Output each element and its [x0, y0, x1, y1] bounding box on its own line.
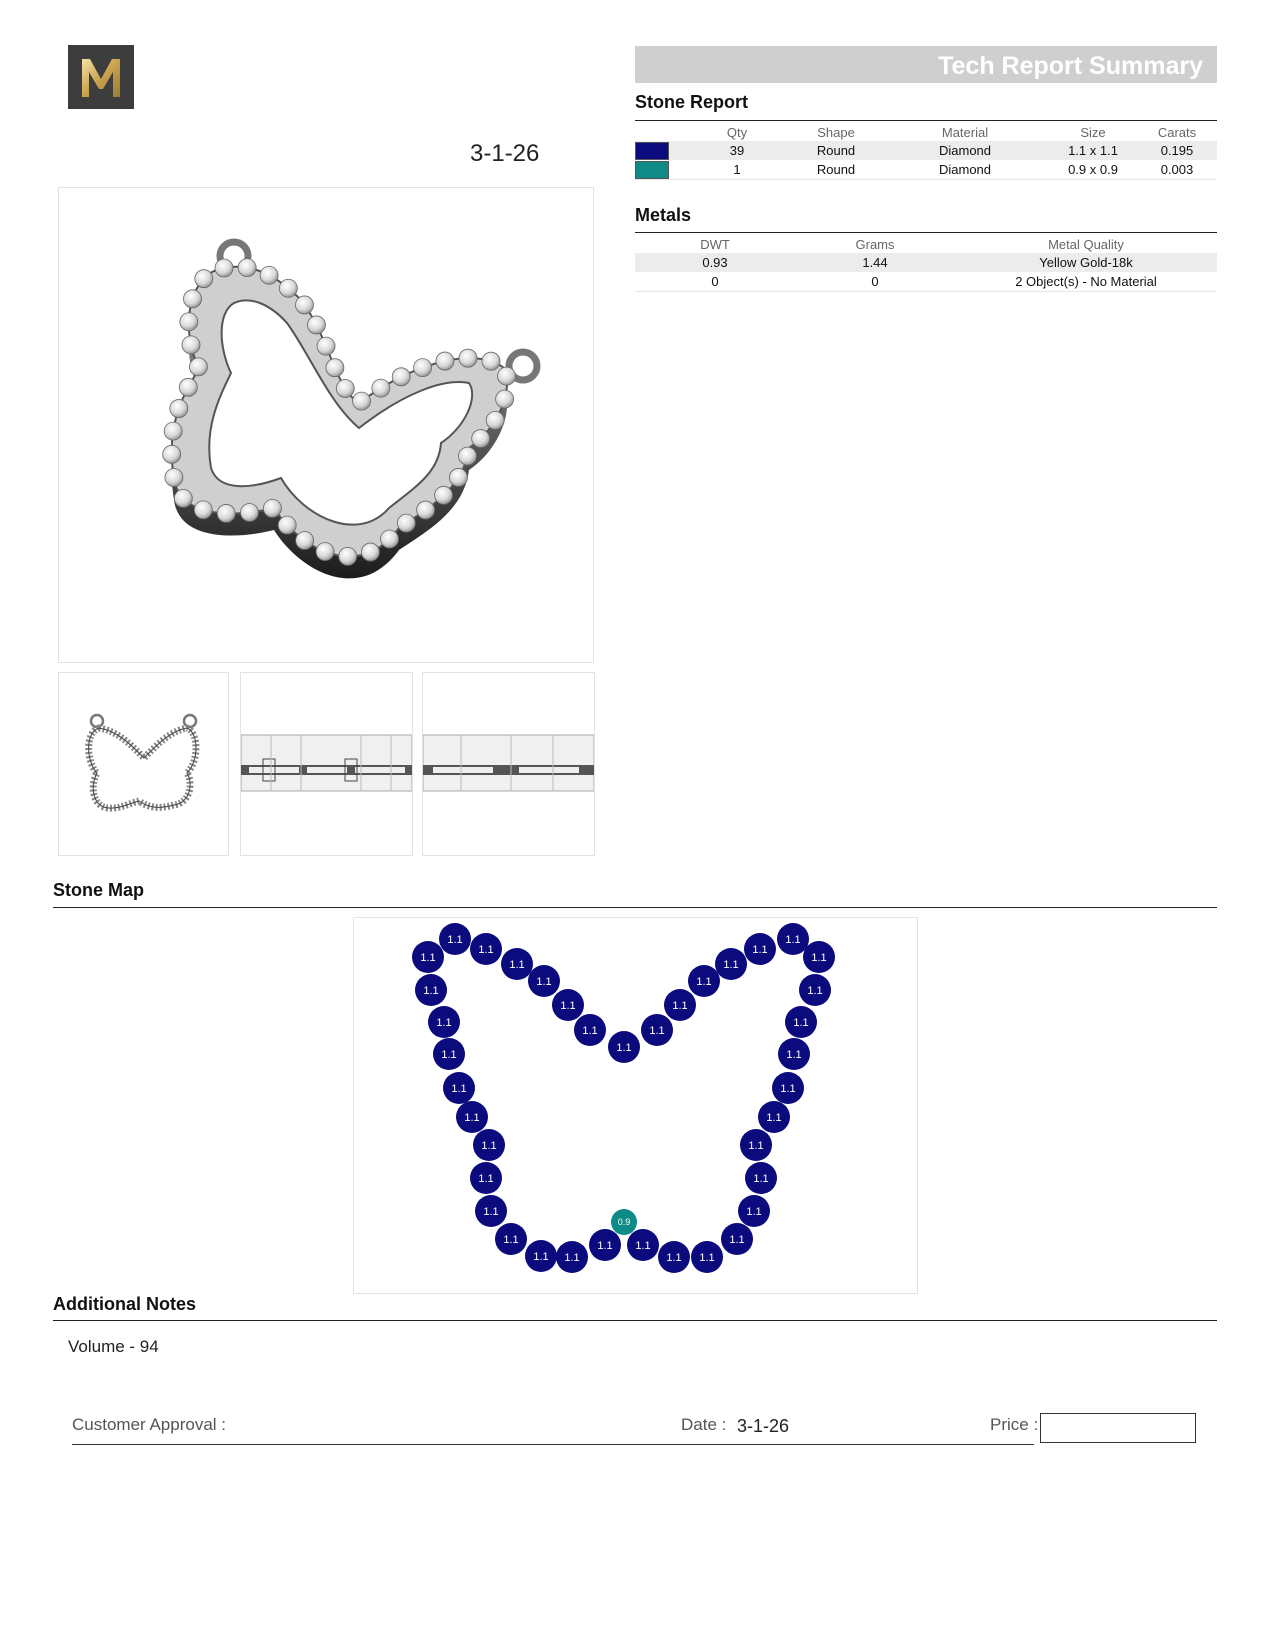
- stone-map-title: Stone Map: [53, 880, 145, 900]
- stone-size-label: 1.1: [423, 985, 439, 997]
- dwt-cell: 0: [635, 272, 795, 292]
- stone-marker: [745, 1162, 777, 1194]
- stone-size-label: 1.1: [785, 934, 801, 946]
- stone-marker: [799, 974, 831, 1006]
- col-metal-quality: Metal Quality: [1048, 236, 1124, 252]
- stone-size-label: 1.1: [509, 959, 525, 971]
- butterfly-render-image: [59, 188, 593, 662]
- stone-marker: [777, 923, 809, 955]
- stone-size-label: 1.1: [483, 1206, 499, 1218]
- col-carats: Carats: [1157, 124, 1197, 140]
- stone-size-label: 1.1: [481, 1140, 497, 1152]
- stone-size-label: 1.1: [696, 976, 712, 988]
- stone-size-label: 1.1: [753, 1173, 769, 1185]
- price-label: Price :: [990, 1415, 1039, 1434]
- table-header-row: [635, 123, 1217, 141]
- stone-size-label: 1.1: [746, 1206, 762, 1218]
- stone-marker: [744, 933, 776, 965]
- dwt-cell: 0.93: [635, 253, 795, 272]
- qty-cell: 1: [683, 160, 791, 180]
- stone-size-label: 1.1: [503, 1234, 519, 1246]
- metals-table: [635, 235, 1217, 292]
- stone-marker: [556, 1241, 588, 1273]
- stone-size-label: 1.1: [752, 944, 768, 956]
- stone-marker: [608, 1031, 640, 1063]
- stone-marker: [525, 1240, 557, 1272]
- center-stone-marker: [611, 1209, 637, 1235]
- stone-marker: [415, 974, 447, 1006]
- stone-marker: [501, 948, 533, 980]
- carats-cell: 0.003: [1137, 160, 1217, 180]
- stone-marker: [412, 941, 444, 973]
- stone-size-label: 1.1: [699, 1252, 715, 1264]
- stone-marker: [641, 1014, 673, 1046]
- center-stone-size-label: 0.9: [617, 1217, 631, 1227]
- stone-size-label: 1.1: [478, 944, 494, 956]
- stone-marker: [456, 1101, 488, 1133]
- stone-size-label: 1.1: [536, 976, 552, 988]
- stone-size-label: 1.1: [582, 1025, 598, 1037]
- material-cell: Diamond: [881, 141, 1049, 160]
- stone-size-label: 1.1: [723, 959, 739, 971]
- stone-size-label: 1.1: [597, 1240, 613, 1252]
- stone-size-label: 1.1: [811, 952, 827, 964]
- stone-marker: [627, 1229, 659, 1261]
- col-grams: Grams: [855, 236, 895, 252]
- stone-marker: [772, 1072, 804, 1104]
- stone-size-label: 1.1: [793, 1017, 809, 1029]
- stone-size-label: 1.1: [533, 1251, 549, 1263]
- table-row: [635, 253, 1217, 272]
- qty-cell: 39: [683, 141, 791, 160]
- stone-size-label: 1.1: [635, 1240, 651, 1252]
- size-cell: 0.9 x 0.9: [1049, 160, 1137, 180]
- col-dwt: DWT: [700, 236, 730, 252]
- col-material: Material: [941, 124, 989, 140]
- shape-cell: Round: [791, 160, 881, 180]
- grams-cell: 1.44: [795, 253, 955, 272]
- divider: [635, 232, 1217, 233]
- stone-size-label: 1.1: [447, 934, 463, 946]
- grams-cell: 0: [795, 272, 955, 292]
- side-profile-image: [423, 673, 594, 855]
- signature-line[interactable]: [72, 1444, 1034, 1445]
- metals-title: Metals: [635, 205, 692, 225]
- notes-text: Volume - 94: [68, 1337, 159, 1356]
- company-logo: [68, 45, 134, 109]
- stone-size-label: 1.1: [807, 985, 823, 997]
- m-logo-icon: [68, 45, 134, 109]
- stone-marker: [443, 1072, 475, 1104]
- price-input-box[interactable]: [1040, 1413, 1196, 1443]
- col-shape: Shape: [817, 124, 855, 140]
- table-header-row: [635, 235, 1217, 253]
- stone-marker: [691, 1241, 723, 1273]
- customer-approval-label: Customer Approval :: [72, 1415, 227, 1434]
- stone-marker: [473, 1129, 505, 1161]
- stone-size-label: 1.1: [748, 1140, 764, 1152]
- stone-map-panel: [353, 917, 918, 1294]
- stone-marker: [439, 923, 471, 955]
- stone-size-label: 1.1: [780, 1083, 796, 1095]
- stone-size-label: 1.1: [649, 1025, 665, 1037]
- side-view-thumbnail: [422, 672, 595, 856]
- carats-cell: 0.195: [1137, 141, 1217, 160]
- stone-marker: [589, 1229, 621, 1261]
- stone-size-label: 1.1: [451, 1083, 467, 1095]
- report-title-banner: Tech Report Summary: [635, 46, 1217, 83]
- stone-size-label: 1.1: [729, 1234, 745, 1246]
- stone-marker: [475, 1195, 507, 1227]
- stone-color-swatch: [635, 161, 669, 179]
- stone-marker: [470, 933, 502, 965]
- additional-notes-title: Additional Notes: [53, 1294, 196, 1314]
- stone-size-label: 1.1: [672, 1000, 688, 1012]
- stone-marker: [470, 1162, 502, 1194]
- stone-marker: [574, 1014, 606, 1046]
- divider: [53, 1320, 1217, 1321]
- stone-marker: [658, 1241, 690, 1273]
- stone-marker: [738, 1195, 770, 1227]
- stone-marker: [528, 965, 560, 997]
- stone-size-label: 1.1: [616, 1042, 632, 1054]
- quality-cell: 2 Object(s) - No Material: [955, 272, 1217, 292]
- stone-size-label: 1.1: [478, 1173, 494, 1185]
- stone-marker: [552, 989, 584, 1021]
- front-view-thumbnail: [240, 672, 413, 856]
- report-date: 3-1-26: [470, 140, 540, 167]
- shape-cell: Round: [791, 141, 881, 160]
- stone-marker: [785, 1006, 817, 1038]
- stone-marker: [428, 1006, 460, 1038]
- stone-marker: [433, 1038, 465, 1070]
- stone-size-label: 1.1: [666, 1252, 682, 1264]
- stone-marker: [495, 1223, 527, 1255]
- stone-marker: [688, 965, 720, 997]
- date-value: 3-1-26: [737, 1416, 790, 1436]
- col-color: [635, 123, 683, 141]
- date-label: Date :: [681, 1415, 727, 1434]
- divider: [635, 120, 1217, 121]
- stone-marker: [715, 948, 747, 980]
- size-cell: 1.1 x 1.1: [1049, 141, 1137, 160]
- stone-size-label: 1.1: [560, 1000, 576, 1012]
- col-qty: Qty: [726, 124, 748, 140]
- table-row: [635, 160, 1217, 180]
- stone-size-label: 1.1: [786, 1049, 802, 1061]
- stone-report-title: Stone Report: [635, 92, 749, 112]
- stone-size-label: 1.1: [464, 1112, 480, 1124]
- divider: [53, 907, 1217, 908]
- stone-color-swatch: [635, 142, 669, 160]
- stone-marker: [778, 1038, 810, 1070]
- stone-map-diagram: [354, 918, 917, 1293]
- table-row: [635, 141, 1217, 160]
- top-view-thumbnail: [58, 672, 229, 856]
- main-render-view: [58, 187, 594, 663]
- table-row: [635, 272, 1217, 292]
- stone-size-label: 1.1: [441, 1049, 457, 1061]
- quality-cell: Yellow Gold-18k: [955, 253, 1217, 272]
- stone-size-label: 1.1: [564, 1252, 580, 1264]
- stone-size-label: 1.1: [436, 1017, 452, 1029]
- stone-marker: [664, 989, 696, 1021]
- stone-marker: [721, 1223, 753, 1255]
- stone-size-label: 1.1: [420, 952, 436, 964]
- butterfly-outline-image: [59, 673, 228, 855]
- material-cell: Diamond: [881, 160, 1049, 180]
- stone-report-table: [635, 123, 1217, 180]
- stone-marker: [803, 941, 835, 973]
- col-size: Size: [1080, 124, 1106, 140]
- side-profile-image: [241, 673, 412, 855]
- stone-size-label: 1.1: [766, 1112, 782, 1124]
- stone-marker: [740, 1129, 772, 1161]
- stone-marker: [758, 1101, 790, 1133]
